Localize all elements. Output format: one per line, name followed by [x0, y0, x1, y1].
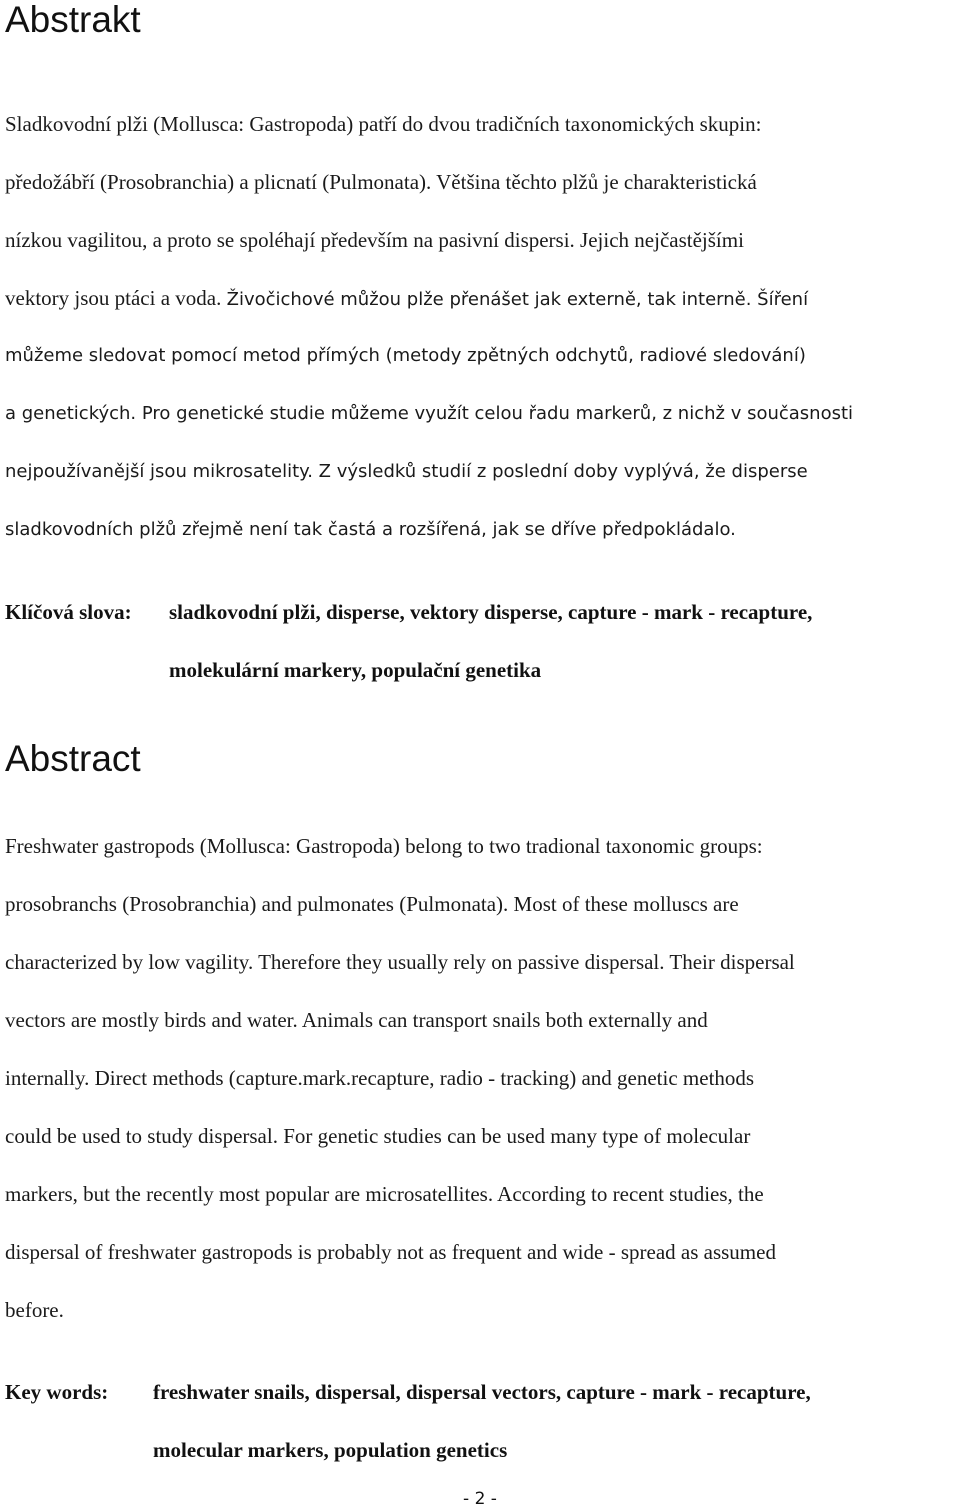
abstrakt-line-5: [5, 344, 806, 368]
abstract-line-9: before.: [5, 1298, 64, 1322]
keywords-cz-line-2: molekulární markery, populační genetika: [169, 658, 542, 682]
abstrakt-line-text: předožábří (Prosobranchia) a plicnatí (Pulmonata). Většina těchto plžů je charakteristická: [5, 170, 757, 194]
abstract-line-4: vectors are mostly birds and water. Animals can transport snails both externally and: [5, 1008, 708, 1032]
keywords-label-en: Key words:: [5, 1380, 109, 1404]
keywords-label-cz: Klíčová slova:: [5, 600, 132, 624]
abstrakt-line-text: nízkou vagilitou, a proto se spoléhají především na pasivní dispersi. Jejich nejčastějšími: [5, 228, 744, 252]
abstrakt-line-7: [5, 460, 808, 484]
abstract-line-3: characterized by low vagility. Therefore they usually rely on passive dispersal. Their dispersal: [5, 950, 795, 974]
abstrakt-line-text: Živočichové můžou plže přenášet jak externě, tak interně. Šíření: [226, 289, 809, 310]
abstrakt-line-6: [5, 402, 853, 426]
abstract-line-6: could be used to study dispersal. For genetic studies can be used many type of molecular: [5, 1124, 751, 1148]
abstrakt-line-4: [5, 286, 808, 310]
abstrakt-line-3: [5, 228, 744, 252]
heading-abstrakt: Abstrakt: [5, 0, 141, 40]
abstrakt-line-8: [5, 518, 736, 542]
keywords-cz-line-1: sladkovodní plži, disperse, vektory disperse, capture - mark - recapture,: [169, 600, 813, 624]
abstrakt-line-text: Sladkovodní plži (Mollusca: Gastropoda) patří do dvou tradičních taxonomických skupin:: [5, 112, 762, 136]
abstrakt-line-text: a genetických. Pro genetické studie můžeme využít celou řadu markerů, z nichž v současnosti: [5, 403, 854, 424]
abstrakt-line-text: nejpoužívanější jsou mikrosatelity. Z výsledků studií z poslední doby vyplývá, že disperse: [5, 461, 808, 482]
abstrakt-line-text: sladkovodních plžů zřejmě není tak častá a rozšířená, jak se dříve předpokládalo.: [5, 519, 736, 540]
abstract-line-5: internally. Direct methods (capture.mark.recapture, radio - tracking) and genetic methods: [5, 1066, 755, 1090]
keywords-en-line-1: freshwater snails, dispersal, dispersal vectors, capture - mark - recapture,: [153, 1380, 811, 1404]
abstract-line-1: Freshwater gastropods (Mollusca: Gastropoda) belong to two tradional taxonomic groups:: [5, 834, 763, 858]
abstrakt-line-1: [5, 112, 761, 136]
abstract-line-8: dispersal of freshwater gastropods is probably not as frequent and wide - spread as assumed: [5, 1240, 776, 1264]
page-number: - 2 -: [463, 1489, 497, 1509]
abstrakt-line-text: můžeme sledovat pomocí metod přímých (metody zpětných odchytů, radiové sledování): [5, 345, 806, 366]
abstrakt-line-text: vektory jsou ptáci a voda.: [5, 286, 227, 310]
keywords-en-line-2: molecular markers, population genetics: [153, 1438, 508, 1462]
abstrakt-line-2: [5, 170, 757, 194]
abstract-line-7: markers, but the recently most popular are microsatellites. According to recent studies, the: [5, 1182, 764, 1206]
abstract-line-2: prosobranchs (Prosobranchia) and pulmonates (Pulmonata). Most of these molluscs are: [5, 892, 739, 916]
heading-abstract: Abstract: [5, 738, 141, 779]
